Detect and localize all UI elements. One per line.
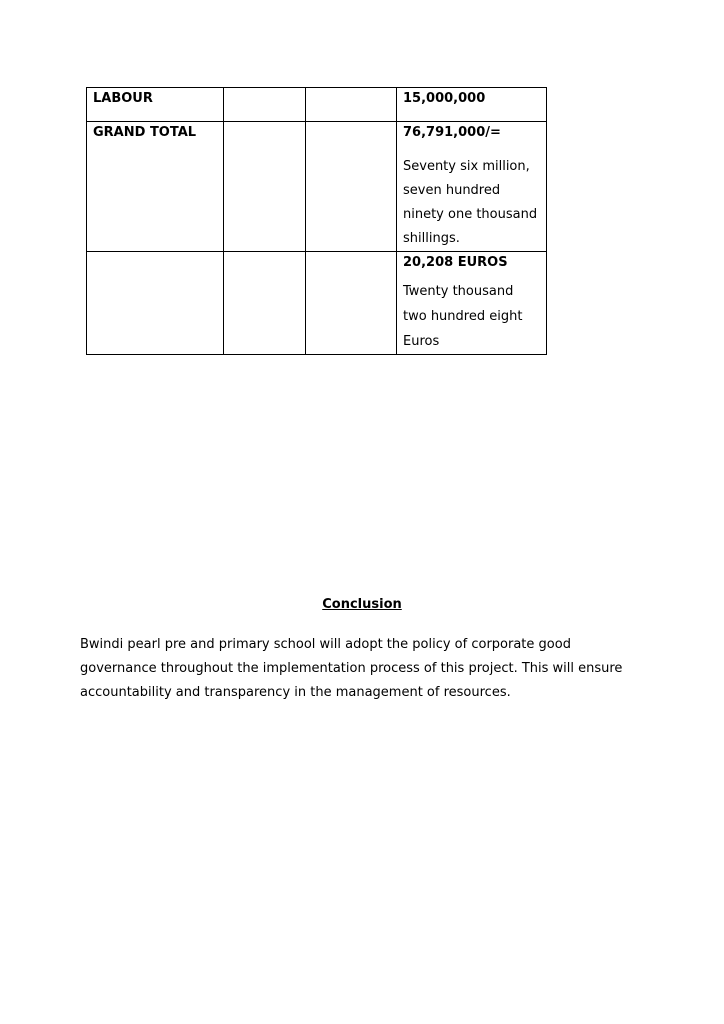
amount-in-words: Seventy six million, seven hundred ninety one thousand shillings. [403, 159, 538, 246]
item-label: LABOUR [93, 91, 153, 106]
table-cell [224, 88, 306, 122]
amount-in-words: Twenty thousand two hundred eight Euros [403, 284, 523, 349]
conclusion-paragraph: Bwindi pearl pre and primary school will adopt the policy of corporate good governance throughout the implementation process of this project. This will ensure accountability and transparency in the management of resources. [80, 637, 623, 700]
table-cell [87, 252, 224, 355]
item-label: GRAND TOTAL [93, 125, 197, 140]
amount-value: 15,000,000 [403, 91, 486, 106]
table-cell [397, 122, 547, 252]
table-row [87, 88, 547, 122]
table-cell [397, 88, 547, 122]
table-cell [87, 88, 224, 122]
conclusion-heading: Conclusion [322, 597, 402, 612]
amount-value: 76,791,000/= [403, 125, 501, 140]
amount-value: 20,208 EUROS [403, 255, 508, 270]
table-row [87, 122, 547, 252]
table-cell [224, 252, 306, 355]
table-cell [306, 122, 397, 252]
table-cell [306, 88, 397, 122]
table-cell [87, 122, 224, 252]
table-cell [397, 252, 547, 355]
budget-table [86, 87, 547, 355]
table-cell [306, 252, 397, 355]
table-cell [224, 122, 306, 252]
table-row [87, 252, 547, 355]
